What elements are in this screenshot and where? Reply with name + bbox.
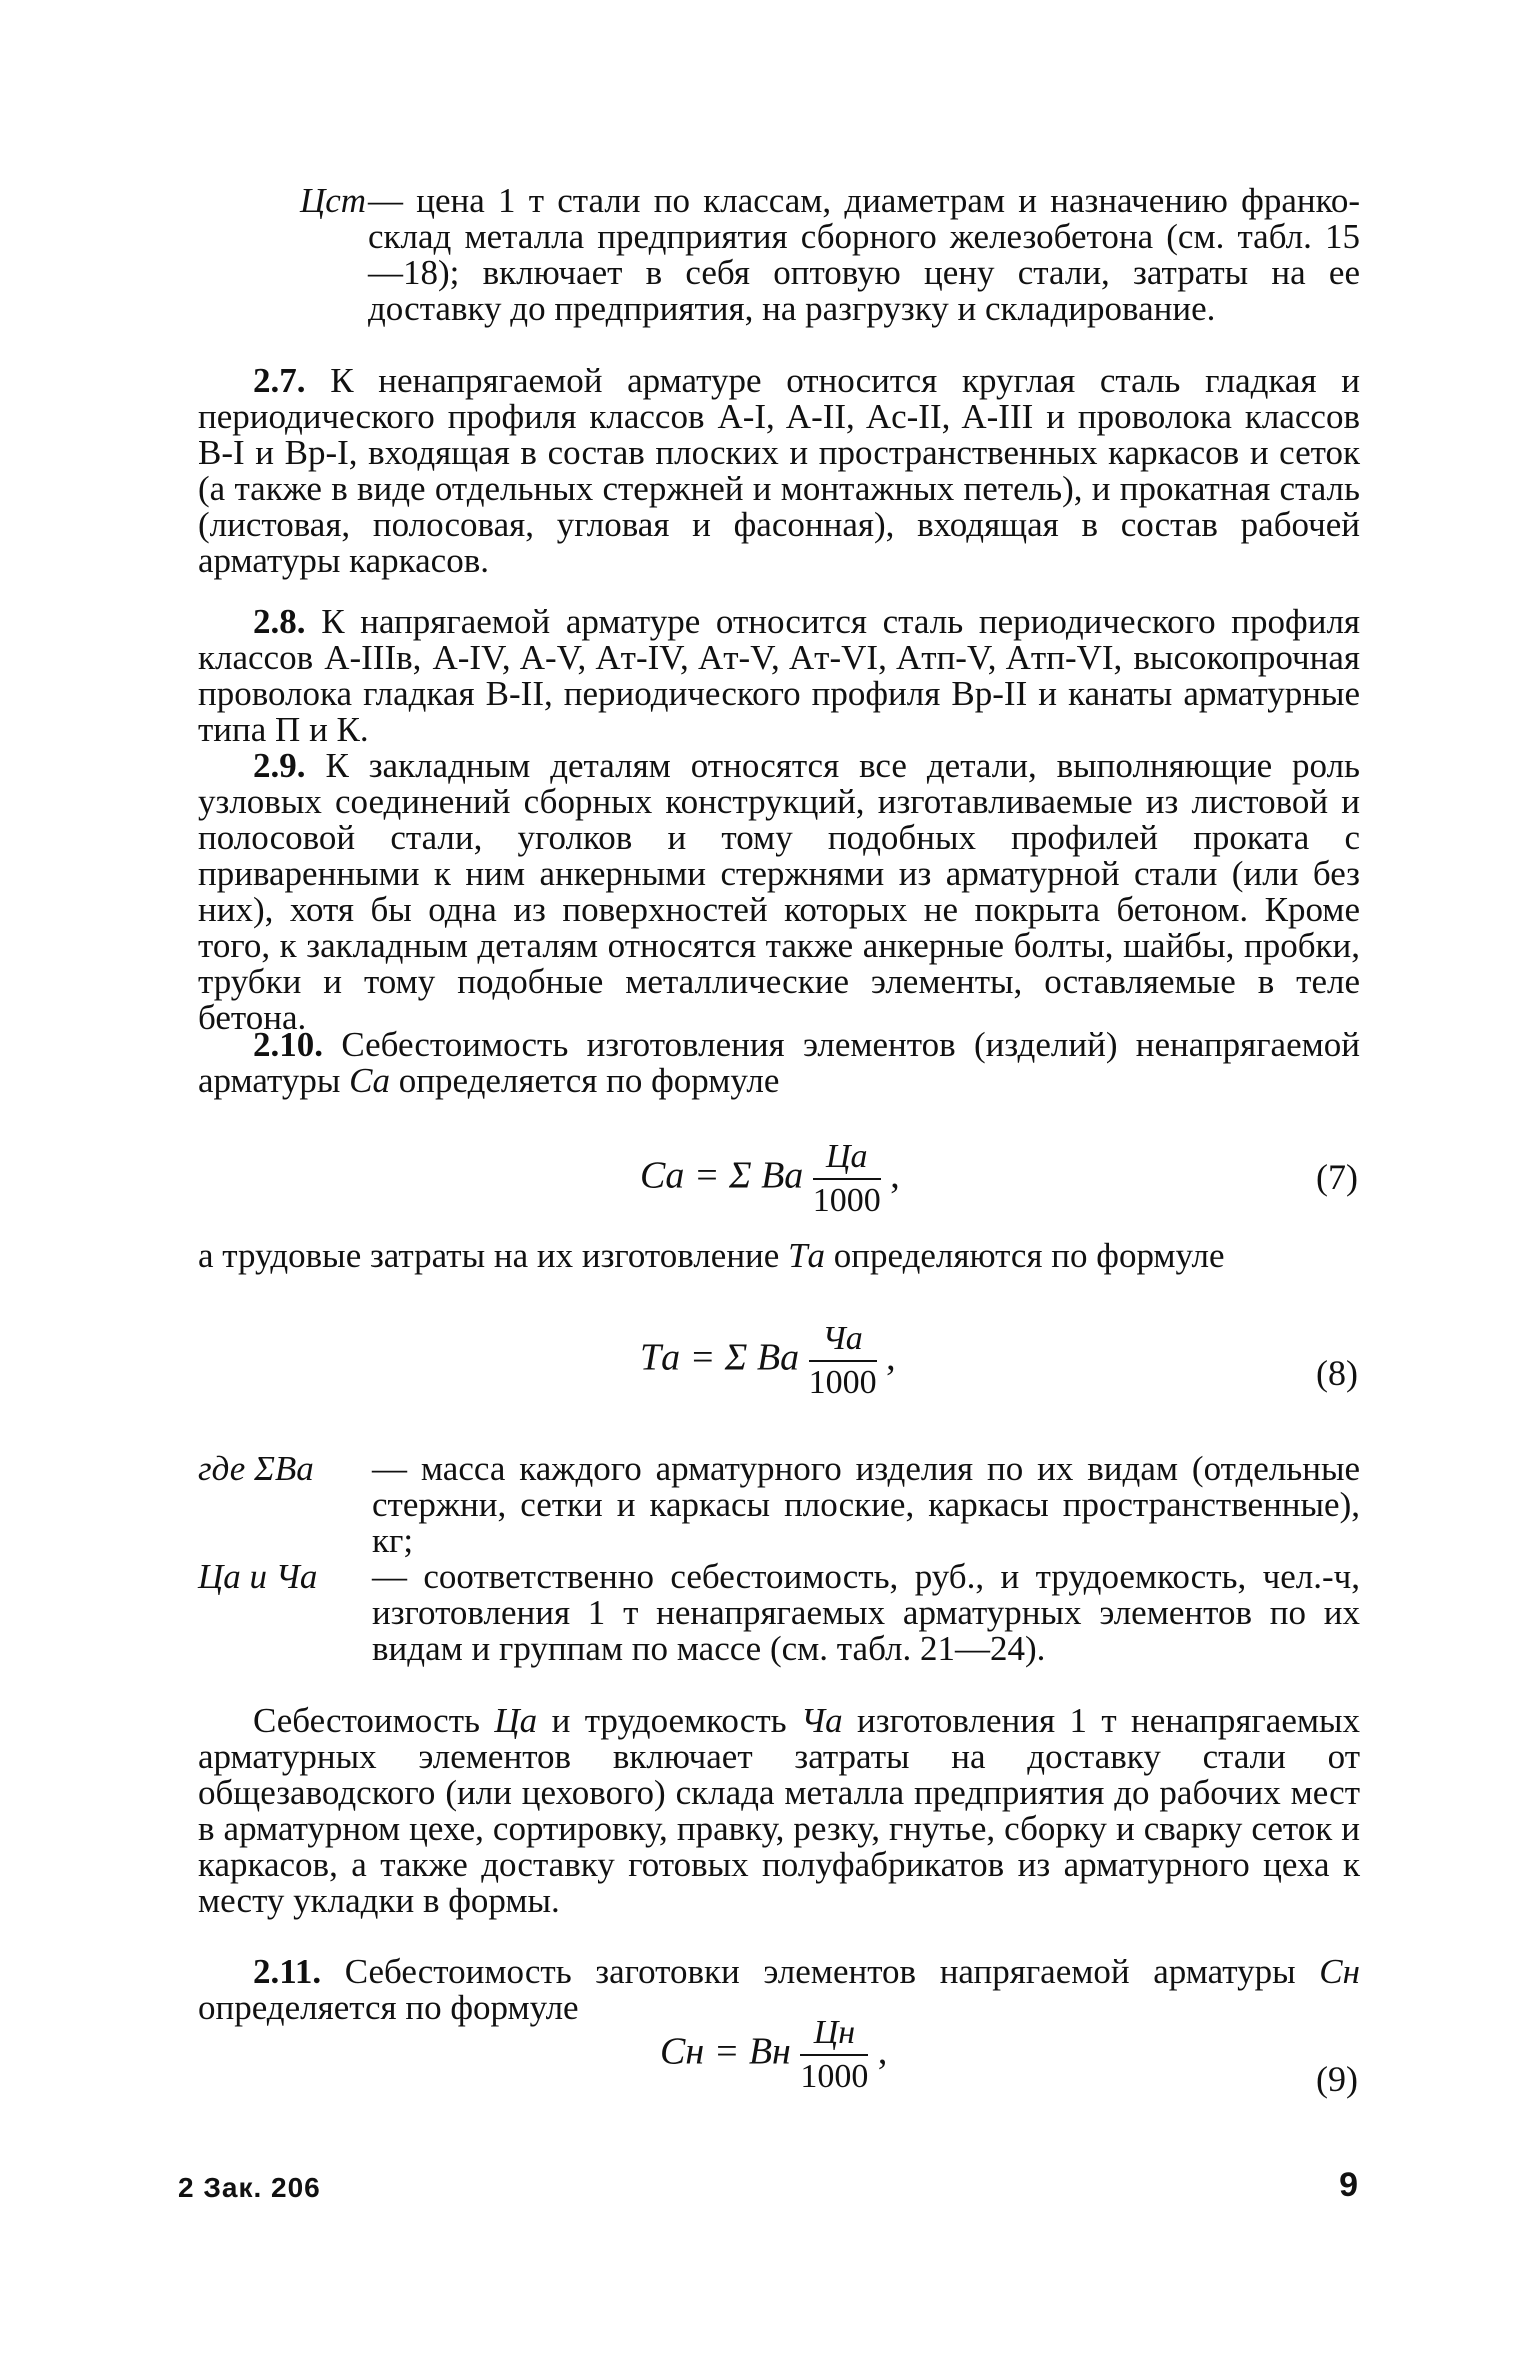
formula-7 (640, 1138, 900, 1220)
term-tsst: Цст (300, 181, 367, 220)
section-number-2-10: 2.10. (253, 1025, 323, 1064)
formula-9-fraction (800, 2014, 868, 2096)
formula-7-numerator: Цa (813, 1138, 881, 1180)
formula-8-lhs: Tа = Σ Bа (640, 1336, 800, 1379)
paragraph-2-8 (198, 604, 1360, 748)
formula-8-denominator: 1000 (808, 1364, 877, 1401)
paragraph-2-9 (198, 748, 1360, 1036)
section-number-2-9: 2.9. (253, 746, 306, 785)
def-tsst (368, 183, 1360, 327)
symbol-cha: Ча (800, 1701, 843, 1740)
formula-7-denominator: 1000 (812, 1182, 881, 1219)
equation-number-8: (8) (1316, 1353, 1358, 1393)
symbol-ca: Cа (349, 1061, 391, 1100)
paragraph-2-11-text-b: определяется по формуле (198, 1988, 579, 2027)
paragraph-2-11-text-a: Себестоимость заготовки элементов напрягаемой арматуры (344, 1952, 1296, 1991)
formula-8 (640, 1320, 896, 1402)
formula-9-comma: , (877, 2030, 888, 2073)
paragraph-2-10-text-a: Себестоимость изготовления элементов (изделий) ненапрягаемой арматуры (198, 1025, 1360, 1100)
section-number-2-11: 2.11. (253, 1952, 322, 1991)
def-sum-ba (372, 1451, 1360, 1559)
labor-text-b: определяются по формуле (833, 1236, 1225, 1275)
term-tsa-cha: Цa и Чa (198, 1557, 318, 1596)
formula-9-denominator: 1000 (800, 2058, 869, 2095)
paragraph-2-10 (198, 1027, 1360, 1099)
cost-text-a: Себестоимость (253, 1701, 480, 1740)
paragraph-2-9-text: К закладным деталям относятся все детали, выполняющие роль узловых соединений сборных конструкций, изготавливаемые из листовой и полосовой стали, уголков и тому подобных профилей проката с приваренными к ним анкерными стержнями из арматурной стали (или без них), хотя бы одна из поверхностей которых не покрыта бетоном. Кроме того, к закладным деталям относятся также анкерные болты, шайбы, пробки, трубки и тому подобные металлические элементы, оставляемые в теле бетона. (198, 746, 1360, 1037)
formula-9 (660, 2014, 887, 2096)
labor-text-a: а трудовые затраты на их изготовление (198, 1236, 780, 1275)
formula-8-numerator: Ча (809, 1320, 877, 1362)
formula-9-lhs: Cн = Bн (660, 2030, 791, 2073)
paragraph-cost (198, 1703, 1360, 1919)
formula-8-comma: , (886, 1336, 896, 1379)
def-tsa-cha-text: — соответственно себестоимость, руб., и трудоемкость, чел.-ч, изготовления 1 т ненапрягаемых арматурных элементов по их видам и группам по массе (см. табл. 21—24). (372, 1557, 1360, 1668)
paragraph-2-10-text-b: определяется по формуле (398, 1061, 780, 1100)
formula-7-lhs: Cа = Σ Bа (640, 1154, 804, 1197)
cost-text-b: и трудоемкость (551, 1701, 787, 1740)
paragraph-labor-costs (198, 1238, 1360, 1274)
symbol-ta: Tа (788, 1236, 826, 1275)
symbol-tsa: Цa (494, 1701, 538, 1740)
def-tsa-cha (372, 1559, 1360, 1667)
def-sum-ba-text: — масса каждого арматурного изделия по их видам (отдельные стержни, сетки и каркасы плоские, каркасы пространственные), кг; (372, 1449, 1360, 1560)
formula-9-numerator: Цн (800, 2014, 868, 2056)
paragraph-2-7-text: К ненапрягаемой арматуре относится круглая сталь гладкая и периодического профиля классов A-I, A-II, Ac-II, A-III и проволока классов B-I и Bp-I, входящая в состав плоских и пространственных каркасов и сеток (а также в виде отдельных стержней и монтажных петель), и прокатная сталь (листовая, полосовая, угловая и фасонная), входящая в состав рабочей арматуры каркасов. (198, 361, 1360, 580)
symbol-cn: Cн (1319, 1952, 1360, 1991)
paragraph-2-8-text: К напрягаемой арматуре относится сталь периодического профиля классов A-IIIв, A-IV, A-V, Aт-IV, Aт-V, Aт-VI, Aтп-V, Aтп-VI, высокопрочная проволока гладкая B-II, периодического профиля Bp-II и канаты арматурные типа П и К. (198, 602, 1361, 749)
def-tsst-text: — цена 1 т стали по классам, диаметрам и назначению франко-склад металла предприятия сборного железобетона (см. табл. 15—18); включает в себя оптовую цену стали, затраты на ее доставку до предприятия, на разгрузку и складирование. (368, 181, 1360, 328)
section-number-2-7: 2.7. (253, 361, 306, 400)
term-sum-ba: где ΣBа (198, 1449, 314, 1488)
formula-8-fraction (809, 1320, 877, 1402)
equation-number-7: (7) (1316, 1157, 1358, 1197)
paragraph-2-7 (198, 363, 1360, 579)
footer-order-number: 2 Зак. 206 (178, 2172, 321, 2203)
formula-7-fraction (813, 1138, 881, 1220)
page-number: 9 (1339, 2166, 1358, 2204)
equation-number-9: (9) (1316, 2059, 1358, 2099)
formula-7-comma: , (890, 1154, 900, 1197)
cost-text-c: изготовления 1 т ненапрягаемых арматурных элементов включает затраты на доставку стали от общезаводского (или цехового) склада металла предприятия до рабочих мест в арматурном цехе, сортировку, правку, резку, гнутье, сборку и сварку сеток и каркасов, а также доставку готовых полуфабрикатов из арматурного цеха к месту укладки в формы. (198, 1701, 1361, 1920)
section-number-2-8: 2.8. (253, 602, 306, 641)
